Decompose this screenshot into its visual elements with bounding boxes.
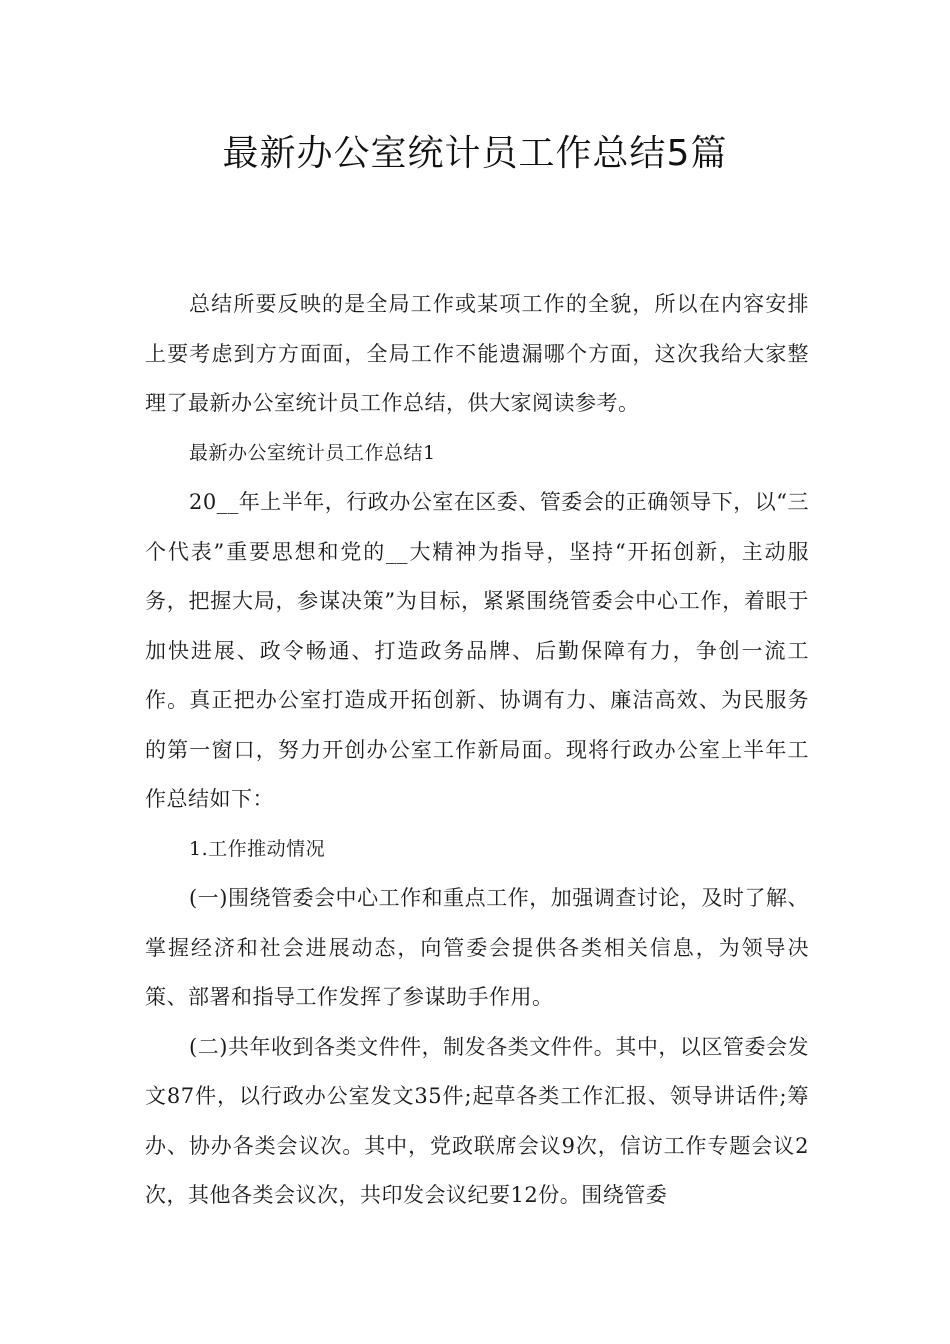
subsection-heading: 1.工作推动情况 [189,837,326,860]
body-paragraph: (一)围绕管委会中心工作和重点工作，加强调查讨论，及时了解、掌握经济和社会进展动态，向管委会提供各类相关信息，为领导决策、部署和指导工作发挥了参谋助手作用。 [145,886,809,1009]
body-paragraph: 20__年上半年，行政办公室在区委、管委会的正确领导下，以“三个代表”重要思想和党的__大精神为指导，坚持“开拓创新，主动服务，把握大局，参谋决策”为目标，紧紧围绕管委会中心工作，着眼于加快进展、政令畅通、打造政务品牌、后勤保障有力，争创一流工作。真正把办公室打造成开拓创新、协调有力、廉洁高效、为民服务的第一窗口，努力开创办公室工作新局面。现将行政办公室上半年工作总结如下： [145,490,809,811]
document-title: 最新办公室统计员工作总结5篇 [222,133,728,174]
document-body [145,280,809,1221]
body-paragraph: (二)共年收到各类文件件，制发各类文件件。其中，以区管委会发文87件，以行政办公室发文35件;起草各类工作汇报、领导讲话件;筹办、协办各类会议次。其中，党政联席会议9次，信访工作专题会议2次，其他各类会议次，共印发会议纪要12份。围绕管委 [145,1034,809,1207]
intro-paragraph: 总结所要反映的是全局工作或某项工作的全貌，所以在内容安排上要考虑到方方面面，全局工作不能遗漏哪个方面，这次我给大家整理了最新办公室统计员工作总结，供大家阅读参考。 [145,292,809,415]
section-heading: 最新办公室统计员工作总结1 [189,441,436,464]
